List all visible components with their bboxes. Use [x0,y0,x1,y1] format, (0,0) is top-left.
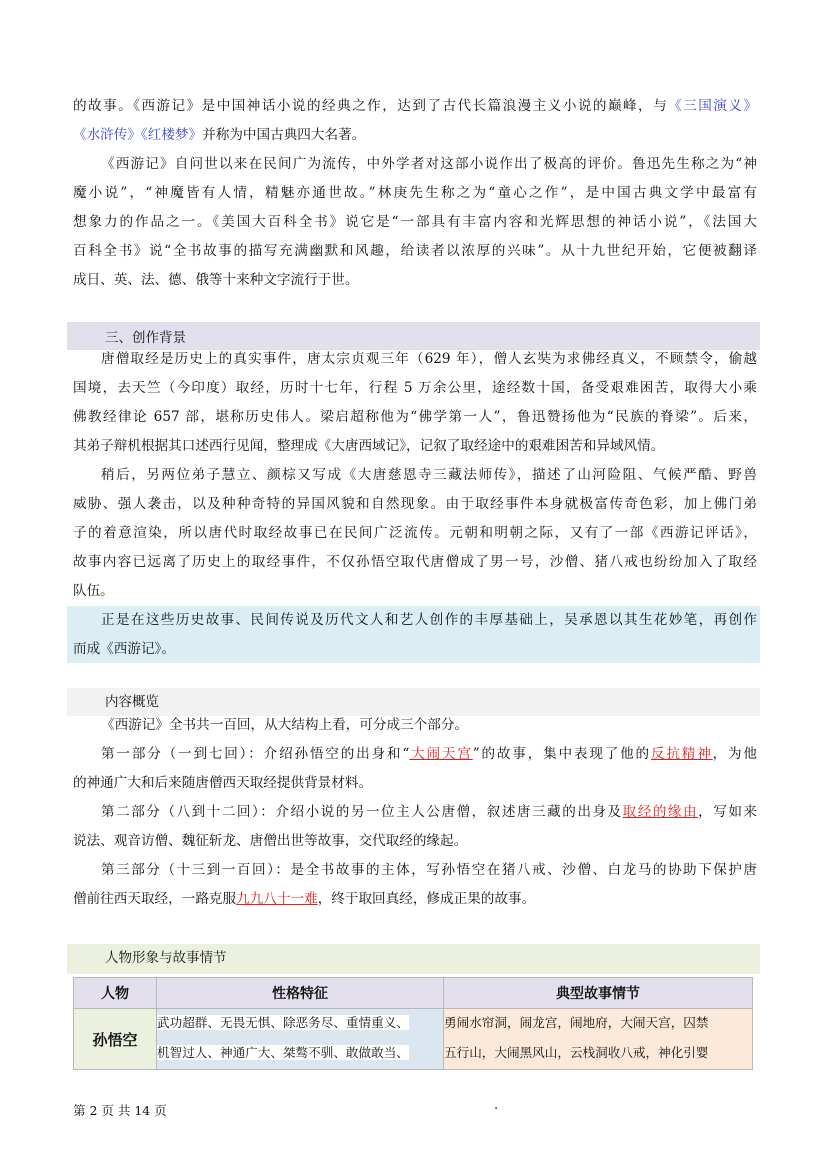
highlighted-term[interactable]: 取经的缘由 [622,804,699,820]
background-section [73,345,757,606]
text-line [73,635,757,664]
table-header-row [74,978,753,1009]
book-link[interactable]: 《三国演义》 [668,98,757,114]
header-stories: 典型故事情节 [444,978,753,1009]
text-segment: 说法、观音访僧、魏征斩龙、唐僧出世等故事，交代取经的缘起。 [73,833,468,849]
text-line [73,432,757,461]
character-name: 孙悟空 [74,1009,157,1070]
overview-section [73,711,757,914]
text-segment: 百科全书》说“全书故事的描写充满幽默和风趣，给读者以浓厚的兴味”。从十九世纪开始，它便被翻译 [73,243,757,259]
text-line [73,885,757,914]
footer-dot: . [494,1098,499,1113]
text-segment: 队伍。 [73,583,114,599]
text-segment: ”的故事，集中表现了他的 [472,746,651,762]
text-segment: 的神通广大和后来随唐僧西天取经提供背景材料。 [73,775,373,791]
text-segment: 故事内容已远离了历史上的取经事件，不仅孙悟空取代唐僧成了男一号，沙僧、猪八戒也纷纷加入了取经 [73,554,757,570]
text-line [73,490,757,519]
text-segment: 子的着意渲染，所以唐代时取经故事已在民间广泛流传。元朝和明朝之际，又有了一部《西游记评话》， [73,525,757,541]
text-line [73,345,757,374]
text-segment: 其弟子辩机根据其口述西行见闻，整理成《大唐西域记》，记叙了取经途中的艰难困苦和异域风情。 [73,438,665,454]
character-traits [157,1009,444,1070]
section-title-overview: 内容概览 [105,694,159,710]
text-line [73,606,757,635]
highlighted-term[interactable]: 反抗精神 [650,746,713,762]
intro-section [73,92,757,295]
text-segment: 唐僧取经是历史上的真实事件，唐太宗贞观三年（629 年），僧人玄奘为求佛经真义，不顾禁令，偷越 [101,351,757,367]
text-segment: 的故事。《西游记》是中国神话小说的经典之作，达到了古代长篇浪漫主义小说的巅峰，与 [73,98,669,114]
text-segment: 佛教经律论 657 部，堪称历史伟人。梁启超称他为“佛学第一人”，鲁迅赞扬他为“民族的脊梁”。后来， [73,409,757,425]
text-segment: 第三部分（十三到一百回）：是全书故事的主体，写孙悟空在猪八戒、沙僧、白龙马的协助下保护唐 [101,862,757,878]
text-line [73,208,757,237]
text-segment: 成日、英、法、德、俄等十来种文字流行于世。 [73,272,359,288]
text-line [73,856,757,885]
text-segment: 魔小说”，“神魔皆有人情，精魅亦通世故。”林庚先生称之为“童心之作”，是中国古典文学中最富有 [73,185,757,201]
text-line [73,827,757,856]
text-line [73,374,757,403]
text-line [73,577,757,606]
header-traits: 性格特征 [157,978,444,1009]
text-segment: 《西游记》全书共一百回，从大结构上看，可分成三个部分。 [101,717,469,733]
text-line [73,711,757,740]
text-segment: 想象力的作品之一。《美国大百科全书》说它是“一部具有丰富内容和光辉思想的神话小说”，《法国大 [73,214,757,230]
text-segment: ，终于取回真经，修成正果的故事。 [317,891,536,907]
text-segment: 稍后，另两位弟子慧立、颜棕又写成《大唐慈恩寺三藏法师传》，描述了山河险阻、气候严酷、野兽 [101,467,757,483]
text-segment: 正是在这些历史故事、民间传说及历代文人和艺人创作的丰厚基础上，吴承恩以其生花妙笔，再创作 [101,612,757,628]
trait-line: 机智过人、神通广大、桀骜不驯、敢做敢当、 [157,1045,409,1060]
text-segment: 第二部分（八到十二回）：介绍小说的另一位主人公唐僧，叙述唐三藏的出身及 [101,804,623,820]
text-segment: 《西游记》自问世以来在民间广为流传，中外学者对这部小说作出了极高的评价。鲁迅先生称之为“神 [101,156,757,172]
text-line [73,769,757,798]
text-segment: 并称为中国古典四大名著。 [202,127,366,143]
text-segment: ，写如来 [698,804,758,820]
section-title-characters: 人物形象与故事情节 [105,950,227,966]
text-segment: 而成《西游记》。 [73,641,175,657]
text-line [73,121,757,150]
header-character: 人物 [74,978,157,1009]
highlight-paragraph [73,606,757,664]
character-stories [444,1009,753,1070]
text-line [73,403,757,432]
text-line [73,266,757,295]
text-line [73,798,757,827]
story-line: 勇闹水帘洞，闹龙宫，闹地府，大闹天宫，囚禁 [444,1015,709,1030]
book-link[interactable]: 《水浒传》《红楼梦》 [73,127,203,143]
character-table [73,977,753,1070]
story-line: 五行山，大闹黑风山，云栈洞收八戒，神化引婴 [444,1045,709,1060]
text-segment: 第一部分（一到七回）：介绍孙悟空的出身和“ [101,746,410,762]
text-line [73,150,757,179]
text-segment: 僧前往西天取经，一路克服 [73,891,237,907]
text-line [73,92,757,121]
text-line [73,740,757,769]
text-segment: ，为他 [712,746,758,762]
text-line [73,519,757,548]
trait-line: 武功超群、无畏无惧、除恶务尽、重情重义、 [157,1015,409,1030]
text-line [73,179,757,208]
text-segment: 国境，去天竺（今印度）取经，历时十七年，行程 5 万余公里，途经数十国，备受艰难困苦，取得大小乘 [73,380,757,396]
page-number: 第 2 页 共 14 页 [73,1103,167,1118]
table-row [74,1009,753,1070]
section-title-background: 三、创作背景 [105,330,186,346]
text-segment: 威胁、强人袭击，以及种种奇特的异国风貌和自然现象。由于取经事件本身就极富传奇色彩，加上佛门弟 [73,496,757,512]
highlighted-term[interactable]: 大闹天宫 [409,746,473,762]
text-line [73,548,757,577]
highlighted-term[interactable]: 九九八十一难 [236,891,318,907]
text-line [73,461,757,490]
text-line [73,237,757,266]
